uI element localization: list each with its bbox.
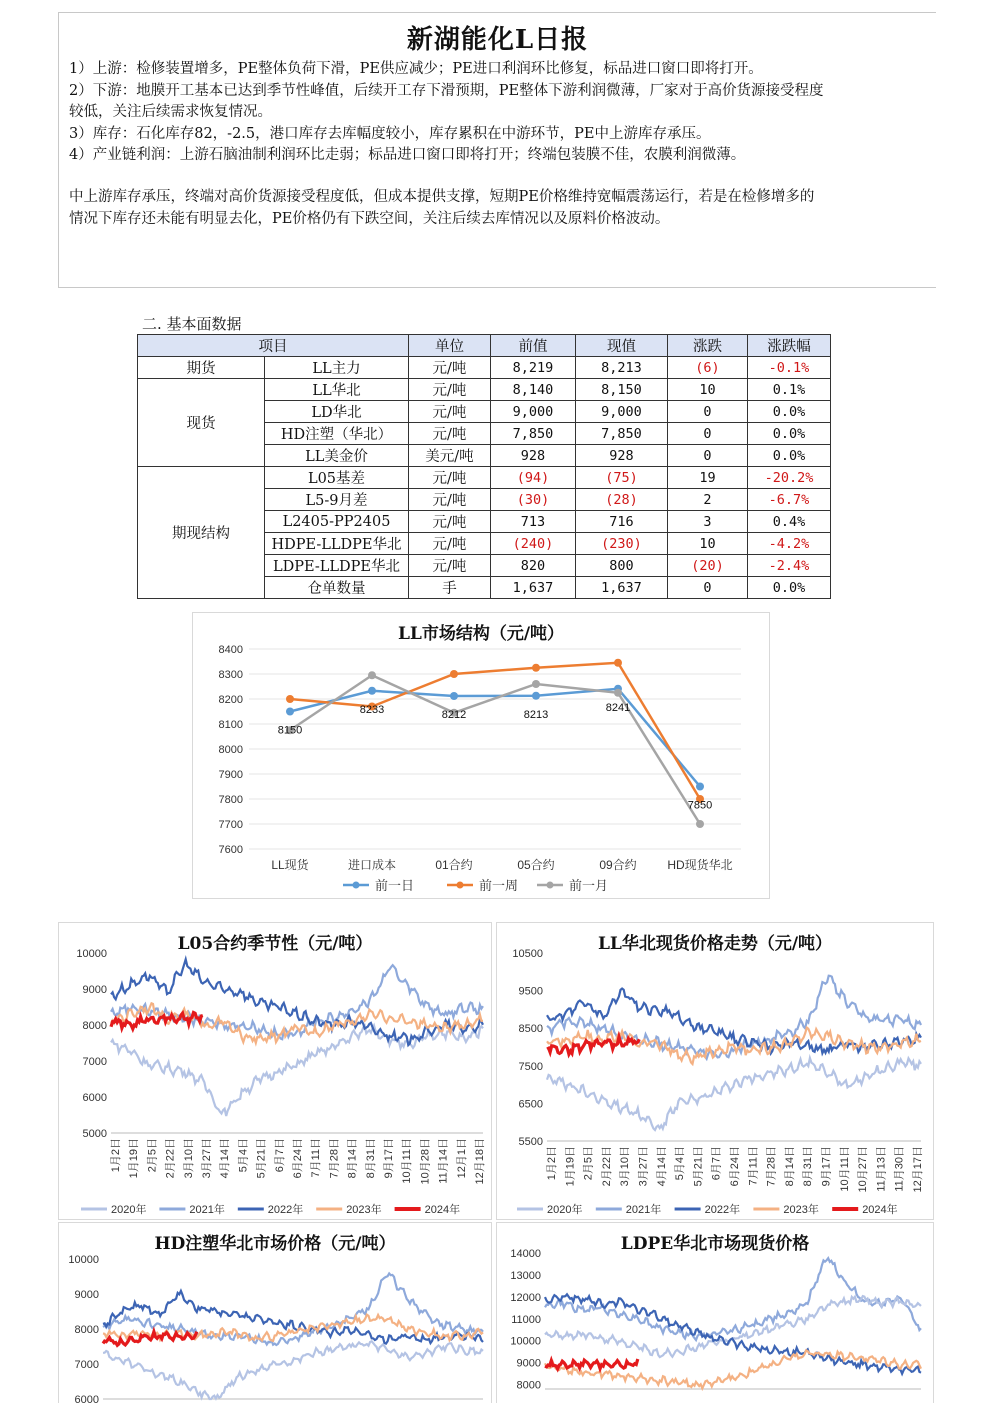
l05-seasonality-plot (59, 923, 491, 1219)
legend-label: 2023年 (346, 1204, 382, 1216)
cell-pct: 0.1% (748, 379, 831, 401)
y-tick-label: 9000 (82, 984, 107, 996)
table-row (138, 467, 831, 489)
y-tick-label: 7500 (518, 1060, 543, 1073)
ll-market-structure-plot (193, 613, 769, 898)
cell-prev: 713 (491, 511, 576, 533)
x-tick-label: 8月31日 (364, 1138, 377, 1179)
cell-chg: 10 (668, 379, 748, 401)
cell-prev: 820 (491, 555, 576, 577)
row-item: L5-9月差 (265, 489, 409, 511)
cell-prev: 1,637 (491, 577, 576, 599)
x-tick-label: 1月19日 (564, 1146, 577, 1187)
ll-north-spot-chart (496, 922, 934, 1220)
y-tick-label: 6500 (518, 1098, 543, 1111)
report-points (69, 59, 929, 167)
x-tick-label: 9月17日 (383, 1138, 395, 1179)
series-point (368, 671, 376, 679)
x-tick-label: 2月22日 (164, 1138, 177, 1179)
x-tick-label: 3月10日 (182, 1138, 195, 1179)
x-tick-label: 10月27日 (857, 1146, 870, 1193)
data-label: 8213 (523, 708, 549, 721)
cell-unit: 元/吨 (409, 533, 491, 555)
cell-pct: 0.0% (748, 401, 831, 423)
series-line (111, 1026, 483, 1117)
row-group-label: 期货 (138, 357, 265, 379)
row-item: 仓单数量 (265, 577, 409, 599)
cell-pct: -2.4% (748, 555, 831, 577)
cell-pct: -0.1% (748, 357, 831, 379)
cell-curr: 7,850 (576, 423, 668, 445)
y-tick-label: 9500 (518, 985, 543, 998)
header-pct: 涨跌幅 (748, 335, 831, 357)
cell-curr: 1,637 (576, 577, 668, 599)
x-tick-label: 3月10日 (619, 1146, 632, 1187)
legend-label: 前一周 (479, 878, 519, 893)
chart-title: LL市场结构（元/吨） (397, 624, 565, 644)
fundamentals-table (137, 334, 831, 599)
legend-marker (547, 882, 554, 889)
cell-unit: 元/吨 (409, 357, 491, 379)
y-tick-label: 10500 (512, 948, 543, 960)
cell-chg: 0 (668, 445, 748, 467)
cell-pct: -4.2% (748, 533, 831, 555)
cell-unit: 元/吨 (409, 467, 491, 489)
cell-prev: 8,140 (491, 379, 576, 401)
y-tick-label: 8000 (218, 744, 243, 756)
cell-chg: 3 (668, 511, 748, 533)
legend-label: 2024年 (862, 1204, 898, 1216)
report-line-inventory: 3）库存：石化库存82，-2.5，港口库存去库幅度较小，库存累积在中游环节，PE中上游库存承压。 (69, 125, 711, 142)
row-item: L2405-PP2405 (265, 511, 409, 533)
x-tick-label: LL现货 (271, 858, 309, 872)
series-point (286, 708, 294, 716)
ldpe-north-chart (496, 1222, 934, 1403)
cell-curr: 9,000 (576, 401, 668, 423)
x-tick-label: 7月11日 (310, 1138, 323, 1178)
y-tick-label: 11000 (511, 1313, 541, 1326)
cell-curr: (28) (576, 489, 668, 511)
y-tick-label: 9000 (74, 1289, 99, 1301)
legend-label: 2022年 (704, 1204, 741, 1216)
cell-chg: 0 (668, 577, 748, 599)
x-tick-label: 05合约 (517, 858, 555, 872)
x-tick-label: 2月5日 (146, 1138, 159, 1173)
row-item: LL华北 (265, 379, 409, 401)
cell-unit: 元/吨 (409, 489, 491, 511)
legend-label: 2021年 (189, 1204, 225, 1216)
y-tick-label: 7800 (218, 794, 243, 806)
section-title: 二. 基本面数据 (142, 315, 242, 333)
series-point (368, 687, 376, 695)
series-point (614, 689, 622, 697)
report-summary (69, 187, 929, 230)
cell-unit: 元/吨 (409, 511, 491, 533)
chart-title: L05合约季节性（元/吨） (177, 934, 373, 954)
x-tick-label: 1月19日 (128, 1138, 141, 1179)
y-tick-label: 8400 (218, 644, 243, 656)
y-tick-label: 7700 (218, 819, 243, 831)
x-tick-label: 4月14日 (219, 1138, 232, 1179)
series-line (290, 663, 700, 799)
x-tick-label: 12月1日 (455, 1138, 468, 1179)
series-point (696, 820, 704, 828)
data-label: 8241 (605, 701, 631, 714)
x-tick-label: 12月17日 (912, 1146, 924, 1193)
series-line (547, 1058, 921, 1130)
ll-north-spot-plot (497, 923, 933, 1219)
cell-pct: 0.0% (748, 423, 831, 445)
cell-chg: 10 (668, 533, 748, 555)
y-tick-label: 5000 (82, 1128, 107, 1140)
cell-curr: 928 (576, 445, 668, 467)
report-line-downstream-cont: 较低，关注后续需求恢复情况。 (69, 104, 272, 120)
x-tick-label: 8月14日 (783, 1146, 796, 1187)
series-point (532, 692, 540, 700)
x-tick-label: 5月21日 (692, 1146, 705, 1187)
ll-market-structure-chart (192, 612, 770, 899)
legend-label: 2020年 (111, 1204, 147, 1216)
x-tick-label: 2月5日 (582, 1146, 595, 1181)
cell-prev: 7,850 (491, 423, 576, 445)
cell-curr: 8,213 (576, 357, 668, 379)
data-label: 7850 (687, 799, 713, 812)
x-tick-label: 6月24日 (729, 1146, 741, 1187)
x-tick-label: 进口成本 (347, 858, 397, 872)
y-tick-label: 8000 (74, 1324, 99, 1336)
row-item: L05基差 (265, 467, 409, 489)
y-tick-label: 8000 (516, 1379, 541, 1392)
x-tick-label: 1月2日 (546, 1146, 558, 1181)
summary-line: 情况下库存还未能有明显去化，PE价格仍有下跌空间，关注后续去库情况以及原料价格波动。 (69, 210, 670, 227)
legend-label: 前一月 (569, 878, 609, 893)
report-line-profit: 4）产业链利润：上游石脑油制利润环比走弱；标品进口窗口即将打开；终端包装膜不佳，农膜利润微薄。 (69, 147, 746, 163)
cell-curr: 716 (576, 511, 668, 533)
y-tick-label: 8100 (218, 719, 243, 731)
cell-chg: 19 (668, 467, 748, 489)
data-label: 8212 (441, 709, 467, 721)
x-tick-label: 8月14日 (346, 1138, 359, 1179)
x-tick-label: 01合约 (435, 858, 473, 872)
row-group-label: 现货 (138, 379, 265, 467)
y-tick-label: 7900 (218, 769, 243, 781)
cell-prev: 9,000 (491, 401, 576, 423)
series-point (286, 695, 294, 703)
header-curr: 现值 (576, 335, 668, 357)
y-tick-label: 6000 (82, 1092, 107, 1104)
cell-chg: 0 (668, 401, 748, 423)
x-tick-label: 11月30日 (893, 1146, 906, 1192)
x-tick-label: 1月2日 (110, 1138, 122, 1173)
series-line (545, 1359, 638, 1369)
y-tick-label: 8200 (218, 694, 243, 706)
x-tick-label: 2月22日 (600, 1146, 613, 1187)
x-tick-label: 12月18日 (474, 1138, 486, 1185)
x-tick-label: 3月27日 (201, 1138, 213, 1179)
cell-unit: 元/吨 (409, 379, 491, 401)
legend-label: 2023年 (783, 1204, 819, 1216)
y-tick-label: 12000 (510, 1291, 541, 1304)
x-tick-label: 5月4日 (674, 1146, 687, 1181)
chart-title: HD注塑华北市场价格（元/吨） (154, 1234, 396, 1254)
y-tick-label: 8500 (518, 1023, 543, 1036)
x-tick-label: 4月14日 (655, 1146, 668, 1187)
x-tick-label: 8月31日 (802, 1146, 815, 1187)
cell-curr: 8,150 (576, 379, 668, 401)
x-tick-label: 7月28日 (328, 1138, 341, 1179)
report-title: 新湖能化L日报 (406, 25, 589, 55)
row-item: LL主力 (265, 357, 409, 379)
legend-label: 2021年 (625, 1204, 662, 1216)
y-tick-label: 10000 (68, 1254, 99, 1266)
y-tick-label: 7000 (74, 1359, 99, 1371)
y-tick-label: 5500 (518, 1136, 543, 1148)
series-point (450, 670, 458, 678)
cell-pct: -6.7% (748, 489, 831, 511)
series-point (532, 664, 540, 672)
legend-marker (457, 882, 464, 889)
data-label: 8233 (359, 703, 385, 716)
legend-label: 前一日 (375, 878, 415, 893)
hd-injection-plot (59, 1223, 491, 1404)
cell-unit: 元/吨 (409, 555, 491, 577)
legend-label: 2024年 (424, 1204, 461, 1216)
cell-chg: 2 (668, 489, 748, 511)
cell-prev: (30) (491, 489, 576, 511)
cell-chg: (20) (668, 555, 748, 577)
y-tick-label: 8000 (82, 1020, 107, 1032)
x-tick-label: 3月27日 (637, 1146, 650, 1187)
cell-curr: (230) (576, 533, 668, 555)
legend-label: 2022年 (267, 1204, 304, 1216)
y-tick-label: 9000 (516, 1357, 541, 1370)
header-chg: 涨跌 (668, 335, 748, 357)
report-box (58, 12, 936, 288)
chart-title: LL华北现货价格走势（元/吨） (597, 934, 833, 954)
cell-pct: 0.0% (748, 577, 831, 599)
y-tick-label: 7600 (218, 844, 243, 856)
header-prev: 前值 (491, 335, 576, 357)
x-tick-label: 5月21日 (255, 1138, 268, 1179)
l05-seasonality-chart (58, 922, 492, 1220)
x-tick-label: 9月17日 (820, 1146, 833, 1187)
cell-prev: (94) (491, 467, 576, 489)
summary-line: 中上游库存承压，终端对高价货源接受程度低，但成本提供支撑，短期PE价格维持宽幅震荡运行，若是在检修增多的 (69, 189, 815, 205)
x-tick-label: 7月11日 (747, 1146, 760, 1186)
data-label: 8150 (277, 724, 303, 737)
legend-label: 2020年 (547, 1204, 583, 1216)
y-tick-label: 13000 (510, 1269, 541, 1282)
cell-chg: (6) (668, 357, 748, 379)
row-item: LD华北 (265, 401, 409, 423)
row-item: LL美金价 (265, 445, 409, 467)
cell-prev: (240) (491, 533, 576, 555)
x-tick-label: 7月28日 (765, 1146, 778, 1187)
x-tick-label: 5月4日 (237, 1138, 250, 1173)
series-point (696, 783, 704, 791)
cell-curr: 800 (576, 555, 668, 577)
report-line-upstream: 1）上游：检修装置增多，PE整体负荷下滑，PE供应减少；PE进口利润环比修复，标品进口窗口即将打开。 (69, 61, 763, 77)
cell-unit: 元/吨 (409, 423, 491, 445)
cell-unit: 元/吨 (409, 401, 491, 423)
y-tick-label: 6000 (74, 1394, 99, 1404)
y-tick-label: 10000 (76, 948, 107, 960)
cell-pct: -20.2% (748, 467, 831, 489)
x-tick-label: 6月7日 (273, 1138, 286, 1173)
series-point (450, 692, 458, 700)
report-line-downstream: 2）下游：地膜开工基本已达到季节性峰值，后续开工存下滑预期，PE整体下游利润微薄，厂家对于高价货源接受程度 (69, 82, 824, 99)
cell-prev: 8,219 (491, 357, 576, 379)
y-tick-label: 7000 (82, 1056, 107, 1068)
chart-title: LDPE华北市场现货价格 (620, 1234, 810, 1254)
header-unit: 单位 (409, 335, 491, 357)
y-tick-label: 10000 (510, 1335, 541, 1348)
series-point (532, 680, 540, 688)
table-row (138, 379, 831, 401)
cell-chg: 0 (668, 423, 748, 445)
series-point (614, 659, 622, 667)
x-tick-label: 10月11日 (838, 1146, 851, 1192)
x-tick-label: HD现货华北 (667, 858, 733, 872)
cell-unit: 手 (409, 577, 491, 599)
row-item: HDPE-LLDPE华北 (265, 533, 409, 555)
x-tick-label: 10月11日 (401, 1138, 414, 1184)
table-row (138, 357, 831, 379)
x-tick-label: 6月24日 (292, 1138, 304, 1179)
table-header-row (138, 335, 831, 357)
cell-pct: 0.4% (748, 511, 831, 533)
cell-pct: 0.0% (748, 445, 831, 467)
row-group-label: 期现结构 (138, 467, 265, 599)
x-tick-label: 6月7日 (710, 1146, 723, 1181)
x-tick-label: 11月13日 (875, 1146, 888, 1192)
hd-injection-chart (58, 1222, 492, 1403)
ldpe-north-plot (497, 1223, 933, 1404)
x-tick-label: 11月14日 (437, 1138, 450, 1184)
cell-curr: (75) (576, 467, 668, 489)
row-item: HD注塑（华北） (265, 423, 409, 445)
cell-unit: 美元/吨 (409, 445, 491, 467)
x-tick-label: 09合约 (599, 858, 637, 872)
row-item: LDPE-LLDPE华北 (265, 555, 409, 577)
header-item: 项目 (138, 335, 409, 357)
y-tick-label: 8300 (218, 669, 243, 681)
legend-marker (353, 882, 360, 889)
x-tick-label: 10月28日 (419, 1138, 432, 1185)
y-tick-label: 14000 (510, 1248, 541, 1260)
cell-prev: 928 (491, 445, 576, 467)
series-line (103, 1341, 483, 1399)
